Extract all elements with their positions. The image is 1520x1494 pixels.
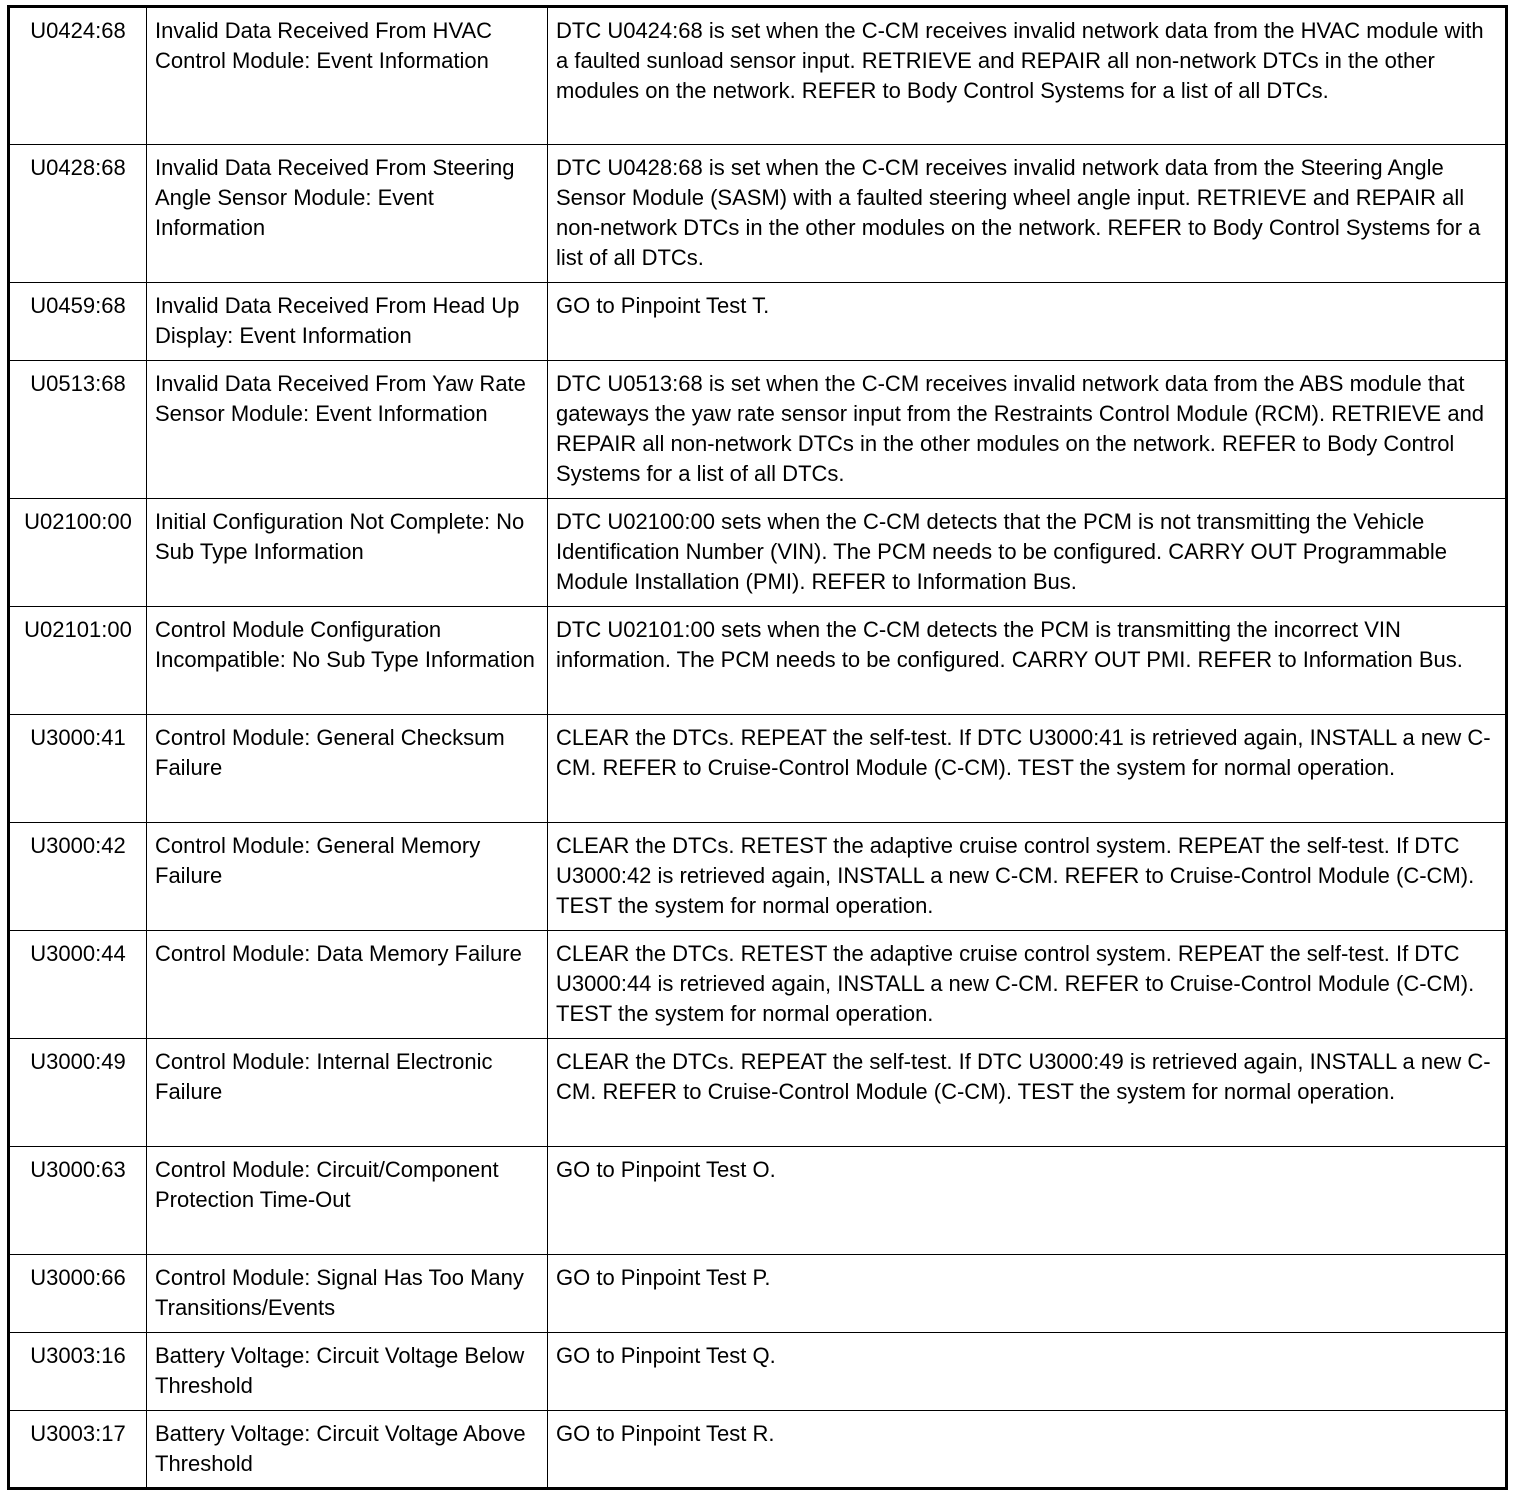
dtc-description: Control Module: General Memory Failure [147,823,548,931]
table-row [9,1333,1507,1411]
dtc-description: Invalid Data Received From Head Up Display: Event Information [147,283,548,361]
dtc-code: U3000:41 [9,715,147,823]
dtc-action: GO to Pinpoint Test O. [548,1147,1507,1255]
dtc-description: Control Module Configuration Incompatible: No Sub Type Information [147,607,548,715]
dtc-action: DTC U02101:00 sets when the C-CM detects the PCM is transmitting the incorrect VIN information. The PCM needs to be configured. CARRY OUT PMI. REFER to Information Bus. [548,607,1507,715]
dtc-action: CLEAR the DTCs. REPEAT the self-test. If DTC U3000:49 is retrieved again, INSTALL a new C-CM. REFER to Cruise-Control Module (C-CM). TEST the system for normal operation. [548,1039,1507,1147]
dtc-description: Control Module: Circuit/Component Protection Time-Out [147,1147,548,1255]
dtc-description: Initial Configuration Not Complete: No Sub Type Information [147,499,548,607]
dtc-action: DTC U0424:68 is set when the C-CM receives invalid network data from the HVAC module with a faulted sunload sensor input. RETRIEVE and REPAIR all non-network DTCs in the other modules on the network. REFER to Body Control Systems for a list of all DTCs. [548,7,1507,145]
table-row [9,499,1507,607]
dtc-action: DTC U02100:00 sets when the C-CM detects that the PCM is not transmitting the Vehicle Identification Number (VIN). The PCM needs to be configured. CARRY OUT Programmable Module Installation (PMI). REFER to Information Bus. [548,499,1507,607]
table-row [9,145,1507,283]
dtc-code: U3000:44 [9,931,147,1039]
dtc-action: GO to Pinpoint Test P. [548,1255,1507,1333]
dtc-description: Control Module: Internal Electronic Failure [147,1039,548,1147]
table-row [9,823,1507,931]
dtc-code: U0513:68 [9,361,147,499]
table-row [9,607,1507,715]
dtc-description: Control Module: Data Memory Failure [147,931,548,1039]
table-row [9,7,1507,145]
dtc-description: Invalid Data Received From Steering Angle Sensor Module: Event Information [147,145,548,283]
dtc-table [7,5,1508,1490]
table-row [9,715,1507,823]
dtc-description: Invalid Data Received From HVAC Control Module: Event Information [147,7,548,145]
dtc-code: U3000:42 [9,823,147,931]
table-row [9,1255,1507,1333]
dtc-description: Battery Voltage: Circuit Voltage Above Threshold [147,1411,548,1489]
dtc-code: U02101:00 [9,607,147,715]
table-row [9,1039,1507,1147]
dtc-code: U0428:68 [9,145,147,283]
dtc-description: Control Module: General Checksum Failure [147,715,548,823]
dtc-action: GO to Pinpoint Test Q. [548,1333,1507,1411]
dtc-description: Invalid Data Received From Yaw Rate Sensor Module: Event Information [147,361,548,499]
dtc-action: DTC U0428:68 is set when the C-CM receives invalid network data from the Steering Angle Sensor Module (SASM) with a faulted steering wheel angle input. RETRIEVE and REPAIR all non-network DTCs in the other modules on the network. REFER to Body Control Systems for a list of all DTCs. [548,145,1507,283]
dtc-code: U3000:66 [9,1255,147,1333]
table-row [9,361,1507,499]
dtc-description: Control Module: Signal Has Too Many Transitions/Events [147,1255,548,1333]
dtc-code: U3000:63 [9,1147,147,1255]
dtc-code: U0424:68 [9,7,147,145]
dtc-code: U3003:17 [9,1411,147,1489]
table-row [9,283,1507,361]
dtc-action: CLEAR the DTCs. REPEAT the self-test. If DTC U3000:41 is retrieved again, INSTALL a new C-CM. REFER to Cruise-Control Module (C-CM). TEST the system for normal operation. [548,715,1507,823]
dtc-action: GO to Pinpoint Test T. [548,283,1507,361]
dtc-action: DTC U0513:68 is set when the C-CM receives invalid network data from the ABS module that gateways the yaw rate sensor input from the Restraints Control Module (RCM). RETRIEVE and REPAIR all non-network DTCs in the other modules on the network. REFER to Body Control Systems for a list of all DTCs. [548,361,1507,499]
dtc-code: U3003:16 [9,1333,147,1411]
dtc-action: GO to Pinpoint Test R. [548,1411,1507,1489]
table-row [9,1411,1507,1489]
table-row [9,1147,1507,1255]
table-row [9,931,1507,1039]
dtc-code: U0459:68 [9,283,147,361]
dtc-action: CLEAR the DTCs. RETEST the adaptive cruise control system. REPEAT the self-test. If DTC U3000:42 is retrieved again, INSTALL a new C-CM. REFER to Cruise-Control Module (C-CM). TEST the system for normal operation. [548,823,1507,931]
dtc-code: U3000:49 [9,1039,147,1147]
dtc-description: Battery Voltage: Circuit Voltage Below Threshold [147,1333,548,1411]
dtc-code: U02100:00 [9,499,147,607]
dtc-action: CLEAR the DTCs. RETEST the adaptive cruise control system. REPEAT the self-test. If DTC U3000:44 is retrieved again, INSTALL a new C-CM. REFER to Cruise-Control Module (C-CM). TEST the system for normal operation. [548,931,1507,1039]
